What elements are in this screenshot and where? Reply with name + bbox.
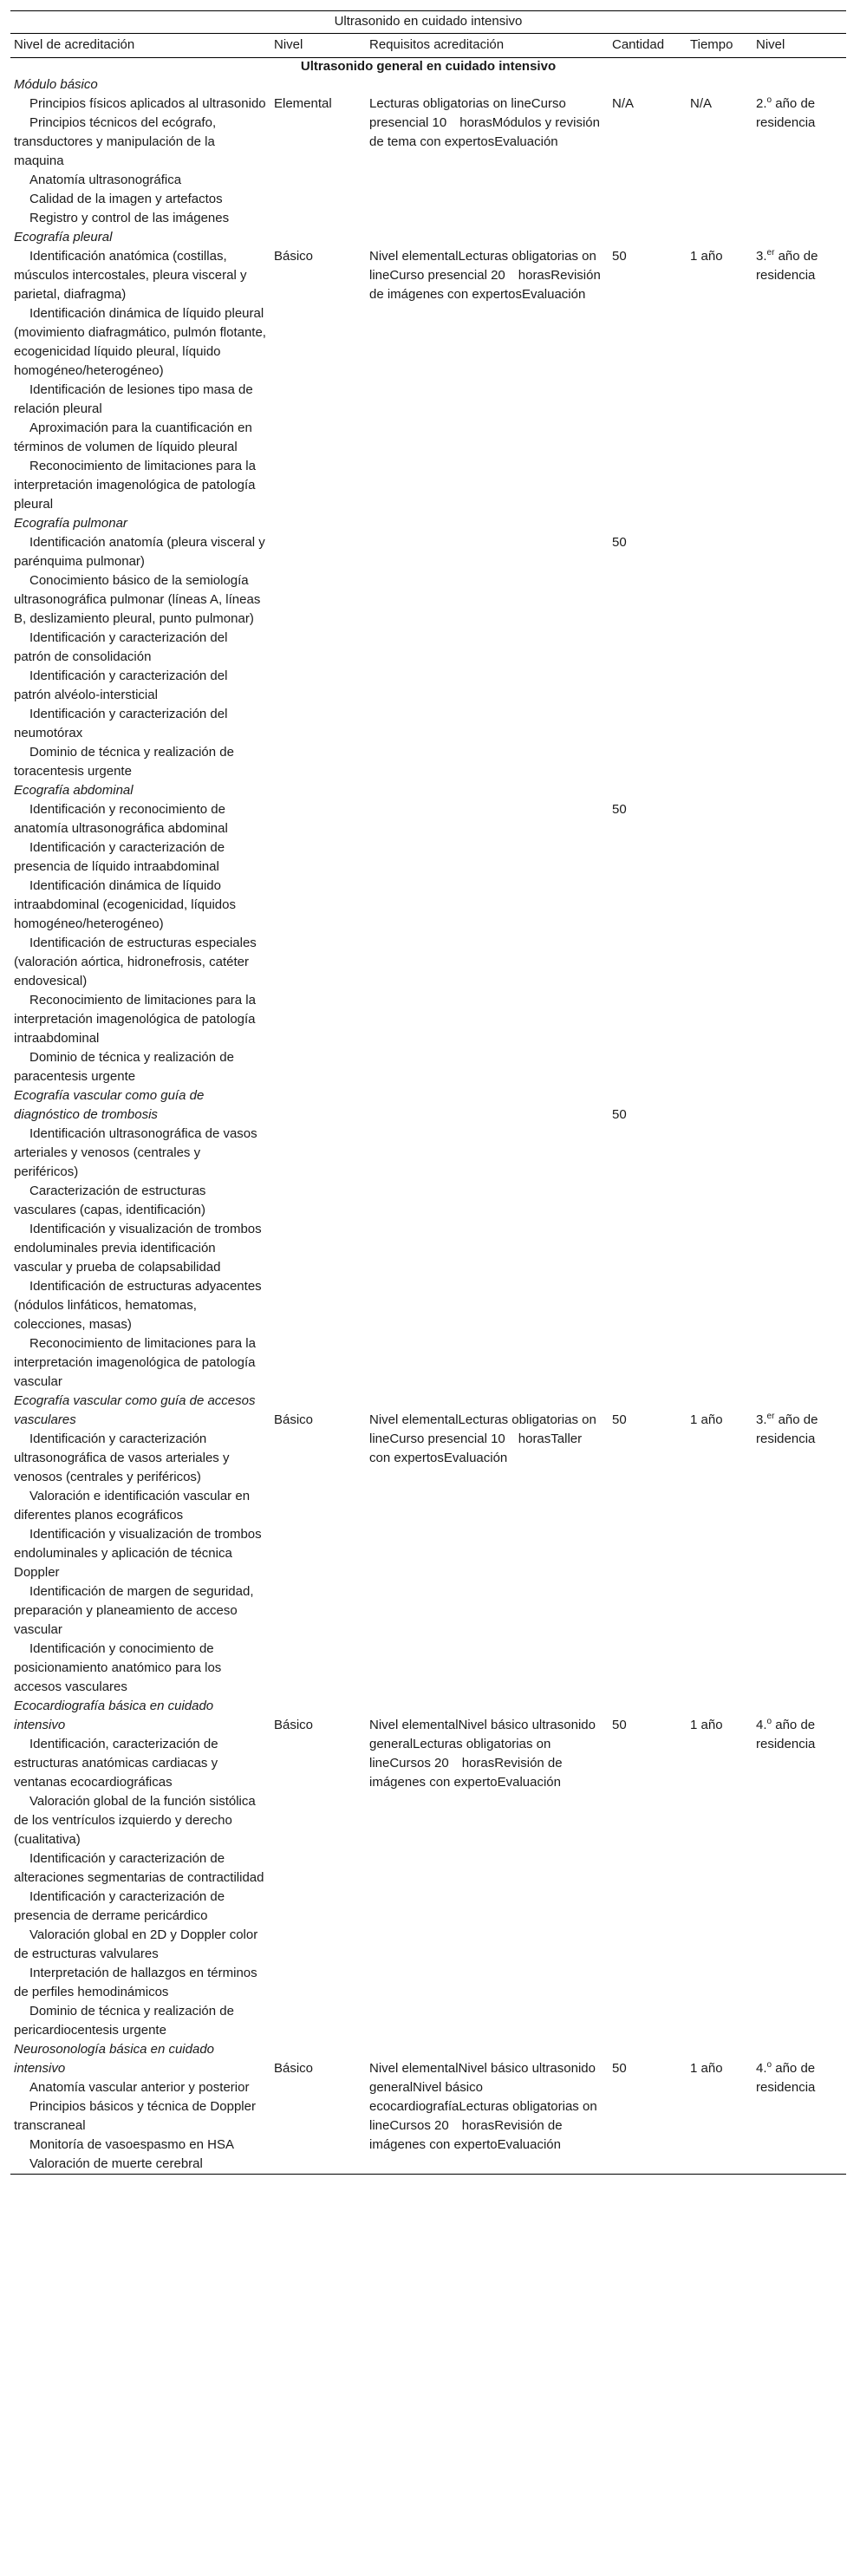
header-requisitos: Requisitos acreditación: [366, 34, 609, 58]
cantidad-cell: 50: [609, 2040, 687, 2175]
residency-year-ordinal: er: [766, 248, 775, 258]
criteria-item: Reconocimiento de limitaciones para la interpretación imagenológica de patología pleural: [14, 459, 256, 512]
criteria-item: Principios básicos y técnica de Doppler transcraneal: [14, 2099, 256, 2133]
requisitos-cell: Lecturas obligatorias on lineCurso presencial 10 horasMódulos y revisión de tema con expertosEvaluación: [369, 96, 600, 149]
category-name: Ecografía vascular como guía de diagnóstico de trombosis: [14, 1088, 205, 1122]
category-name: Módulo básico: [14, 77, 98, 92]
criteria-item: Identificación y reconocimiento de anatomía ultrasonográfica abdominal: [14, 802, 228, 836]
criteria-item: Identificación y caracterización del patrón de consolidación: [14, 630, 228, 664]
residency-year-number: 4.: [756, 2061, 767, 2076]
tiempo-cell: 1 año: [690, 249, 723, 264]
residency-year-number: 3.: [756, 249, 767, 264]
nivel-cell: Básico: [274, 1412, 314, 1427]
cantidad-cell: 50: [612, 1107, 627, 1122]
header-cantidad: Cantidad: [609, 34, 687, 58]
requisitos-cell: Nivel elementalLecturas obligatorias on lineCurso presencial 10 horasTaller con expertosEvaluación: [369, 1412, 596, 1465]
nivel-residencia-cell: [752, 2040, 846, 2175]
nivel-cell: [270, 514, 366, 781]
criteria-item: Identificación y caracterización de presencia de derrame pericárdico: [14, 1889, 225, 1923]
criteria-item: Principios físicos aplicados al ultrasonido: [29, 96, 266, 111]
nivel-residencia-cell: [752, 1086, 846, 1392]
accreditation-table-container: [10, 10, 846, 2175]
criteria-item: Monitoría de vasoespasmo en HSA: [29, 2137, 234, 2152]
section-row: [10, 58, 846, 76]
criteria-item: Interpretación de hallazgos en términos de perfiles hemodinámicos: [14, 1966, 257, 1999]
criteria-item: Dominio de técnica y realización de pericardiocentesis urgente: [14, 2004, 234, 2038]
requisitos-cell: Nivel elementalNivel básico ultrasonido generalNivel básico ecocardiografíaLecturas obligatorias on lineCursos 20 horasRevisión de imágenes con expertoEvaluación: [366, 2040, 609, 2175]
tiempo-cell: 1 año: [690, 1412, 723, 1427]
cantidad-cell: 50: [612, 802, 627, 817]
criteria-item: Valoración de muerte cerebral: [29, 2156, 203, 2171]
nivel-residencia-cell: [752, 75, 846, 228]
criteria-item: Valoración global de la función sistólica de los ventrículos izquierdo y derecho (cualitativa): [14, 1794, 256, 1847]
criteria-item: Identificación anatomía (pleura visceral y parénquima pulmonar): [14, 535, 265, 569]
criteria-item: Dominio de técnica y realización de toracentesis urgente: [14, 745, 234, 779]
category-name: Ecografía abdominal: [14, 783, 134, 798]
cantidad-cell: N/A: [612, 96, 635, 111]
cantidad-cell: 50: [612, 1412, 627, 1427]
criteria-item: Identificación y caracterización ultrasonográfica de vasos arteriales y venosos (centrales y periféricos): [14, 1431, 230, 1484]
criteria-item: Identificación dinámica de líquido intraabdominal (ecogenicidad, líquidos homogéneo/heterogéneo): [14, 878, 236, 931]
criteria-item: Anatomía ultrasonográfica: [29, 173, 182, 187]
criteria-item: Principios técnicos del ecógrafo, transductores y manipulación de la maquina: [14, 115, 217, 168]
table-row: [10, 228, 846, 514]
residency-year-number: 2.: [756, 96, 767, 111]
section-title: Ultrasonido general en cuidado intensivo: [300, 59, 557, 74]
cantidad-cell: 50: [612, 249, 627, 264]
table-row: [10, 2040, 846, 2175]
requisitos-cell: Nivel elementalLecturas obligatorias on lineCurso presencial 20 horasRevisión de imágenes con expertosEvaluación: [369, 249, 601, 302]
criteria-cell: [10, 1086, 270, 1392]
residency-year-text: año de residencia: [756, 249, 818, 283]
criteria-item: Identificación de lesiones tipo masa de relación pleural: [14, 382, 253, 416]
requisitos-cell: Nivel elementalNivel básico ultrasonido generalLecturas obligatorias on lineCursos 20 horasRevisión de imágenes con expertoEvaluación: [369, 1718, 596, 1790]
nivel-cell: Elemental: [274, 96, 332, 111]
criteria-item: Valoración global en 2D y Doppler color de estructuras valvulares: [14, 1927, 258, 1961]
header-nivel: Nivel: [270, 34, 366, 58]
nivel-cell: [270, 1086, 366, 1392]
category-name: Ecografía vascular como guía de accesos vasculares: [14, 1393, 256, 1427]
residency-year-number: 4.: [756, 1718, 767, 1732]
criteria-item: Calidad de la imagen y artefactos: [29, 192, 223, 206]
category-name: Ecografía pulmonar: [14, 516, 127, 531]
requisitos-cell: [366, 1086, 609, 1392]
criteria-item: Dominio de técnica y realización de paracentesis urgente: [14, 1050, 234, 1084]
residency-year-text: año de residencia: [756, 96, 816, 130]
criteria-item: Registro y control de las imágenes: [29, 211, 230, 225]
tiempo-cell: [687, 1086, 752, 1392]
criteria-item: Anatomía vascular anterior y posterior: [29, 2080, 250, 2095]
category-name: Ecocardiografía básica en cuidado intensivo: [14, 1699, 214, 1732]
residency-year-ordinal: er: [766, 1412, 775, 1421]
residency-year-text: año de residencia: [756, 1718, 816, 1751]
criteria-item: Identificación y caracterización del neumotórax: [14, 707, 228, 740]
criteria-item: Identificación y visualización de trombos endoluminales y aplicación de técnica Doppler: [14, 1527, 262, 1580]
header-tiempo: Tiempo: [687, 34, 752, 58]
criteria-item: Valoración e identificación vascular en diferentes planos ecográficos: [14, 1489, 251, 1523]
residency-year-ordinal: o: [766, 95, 772, 105]
criteria-cell: [10, 1697, 270, 2040]
cantidad-cell: 50: [612, 1718, 627, 1732]
criteria-item: Aproximación para la cuantificación en términos de volumen de líquido pleural: [14, 421, 252, 454]
tiempo-cell: [687, 781, 752, 1086]
criteria-item: Caracterización de estructuras vasculares (capas, identificación): [14, 1184, 206, 1217]
criteria-item: Reconocimiento de limitaciones para la interpretación imagenológica de patología vascular: [14, 1336, 256, 1389]
criteria-item: Identificación de margen de seguridad, preparación y planeamiento de acceso vascular: [14, 1584, 254, 1637]
criteria-cell: [10, 1392, 270, 1697]
residency-year-number: 3.: [756, 1412, 767, 1427]
criteria-item: Identificación, caracterización de estructuras anatómicas cardiacas y ventanas ecocardiográficas: [14, 1737, 218, 1790]
residency-year-ordinal: o: [766, 1717, 772, 1726]
criteria-cell: [10, 75, 270, 228]
criteria-cell: [10, 781, 270, 1086]
requisitos-cell: [366, 781, 609, 1086]
tiempo-cell: N/A: [690, 96, 713, 111]
nivel-cell: Básico: [274, 249, 314, 264]
table-row: [10, 514, 846, 781]
criteria-item: Identificación y visualización de trombos endoluminales previa identificación vascular y prueba de colapsabilidad: [14, 1222, 262, 1275]
accreditation-table: [10, 34, 846, 2175]
table-row: [10, 781, 846, 1086]
nivel-cell: Básico: [270, 2040, 366, 2175]
criteria-cell: [10, 514, 270, 781]
table-row: [10, 1697, 846, 2040]
residency-year-text: año de residencia: [756, 2061, 816, 2095]
nivel-residencia-cell: [752, 1392, 846, 1697]
header-nivel-acreditacion: Nivel de acreditación: [10, 34, 270, 58]
criteria-item: Conocimiento básico de la semiología ultrasonográfica pulmonar (líneas A, líneas B, deslizamiento pleural, punto pulmonar): [14, 573, 261, 626]
criteria-item: Identificación ultrasonográfica de vasos arteriales y venosos (centrales y periféricos): [14, 1126, 257, 1179]
criteria-item: Identificación dinámica de líquido pleural (movimiento diafragmático, pulmón flotante, ecogenicidad líquido pleural, líquido homogéneo/heterogéneo): [14, 306, 266, 378]
category-name: Ecografía pleural: [14, 230, 113, 245]
criteria-item: Identificación anatómica (costillas, músculos intercostales, pleura visceral y parietal, diafragma): [14, 249, 247, 302]
table-row: [10, 1392, 846, 1697]
requisitos-cell: [366, 514, 609, 781]
criteria-cell: [10, 228, 270, 514]
tiempo-cell: 1 año: [687, 2040, 752, 2175]
criteria-item: Reconocimiento de limitaciones para la interpretación imagenológica de patología intraabdominal: [14, 993, 256, 1046]
nivel-residencia-cell: [752, 1697, 846, 2040]
nivel-cell: [270, 781, 366, 1086]
table-row: [10, 75, 846, 228]
criteria-cell: [10, 2040, 270, 2175]
criteria-item: Identificación y caracterización de presencia de líquido intraabdominal: [14, 840, 225, 874]
nivel-residencia-cell: [752, 514, 846, 781]
criteria-item: Identificación de estructuras especiales (valoración aórtica, hidronefrosis, catéter endovesical): [14, 936, 257, 988]
criteria-item: Identificación y caracterización del patrón alvéolo-intersticial: [14, 668, 228, 702]
nivel-cell: Básico: [274, 1718, 314, 1732]
table-row: [10, 1086, 846, 1392]
header-nivel-residencia: Nivel: [752, 34, 846, 58]
cantidad-cell: 50: [612, 535, 627, 550]
tiempo-cell: [687, 514, 752, 781]
category-name: Neurosonología básica en cuidado intensivo: [14, 2042, 214, 2076]
table-title: Ultrasonido en cuidado intensivo: [10, 10, 846, 34]
criteria-item: Identificación y caracterización de alteraciones segmentarias de contractilidad: [14, 1851, 264, 1885]
criteria-item: Identificación de estructuras adyacentes (nódulos linfáticos, hematomas, colecciones, masas): [14, 1279, 262, 1332]
criteria-item: Identificación y conocimiento de posicionamiento anatómico para los accesos vasculares: [14, 1641, 222, 1694]
residency-year-ordinal: o: [766, 2060, 772, 2070]
nivel-residencia-cell: [752, 228, 846, 514]
nivel-residencia-cell: [752, 781, 846, 1086]
tiempo-cell: 1 año: [690, 1718, 723, 1732]
header-row: [10, 34, 846, 58]
residency-year-text: año de residencia: [756, 1412, 818, 1446]
